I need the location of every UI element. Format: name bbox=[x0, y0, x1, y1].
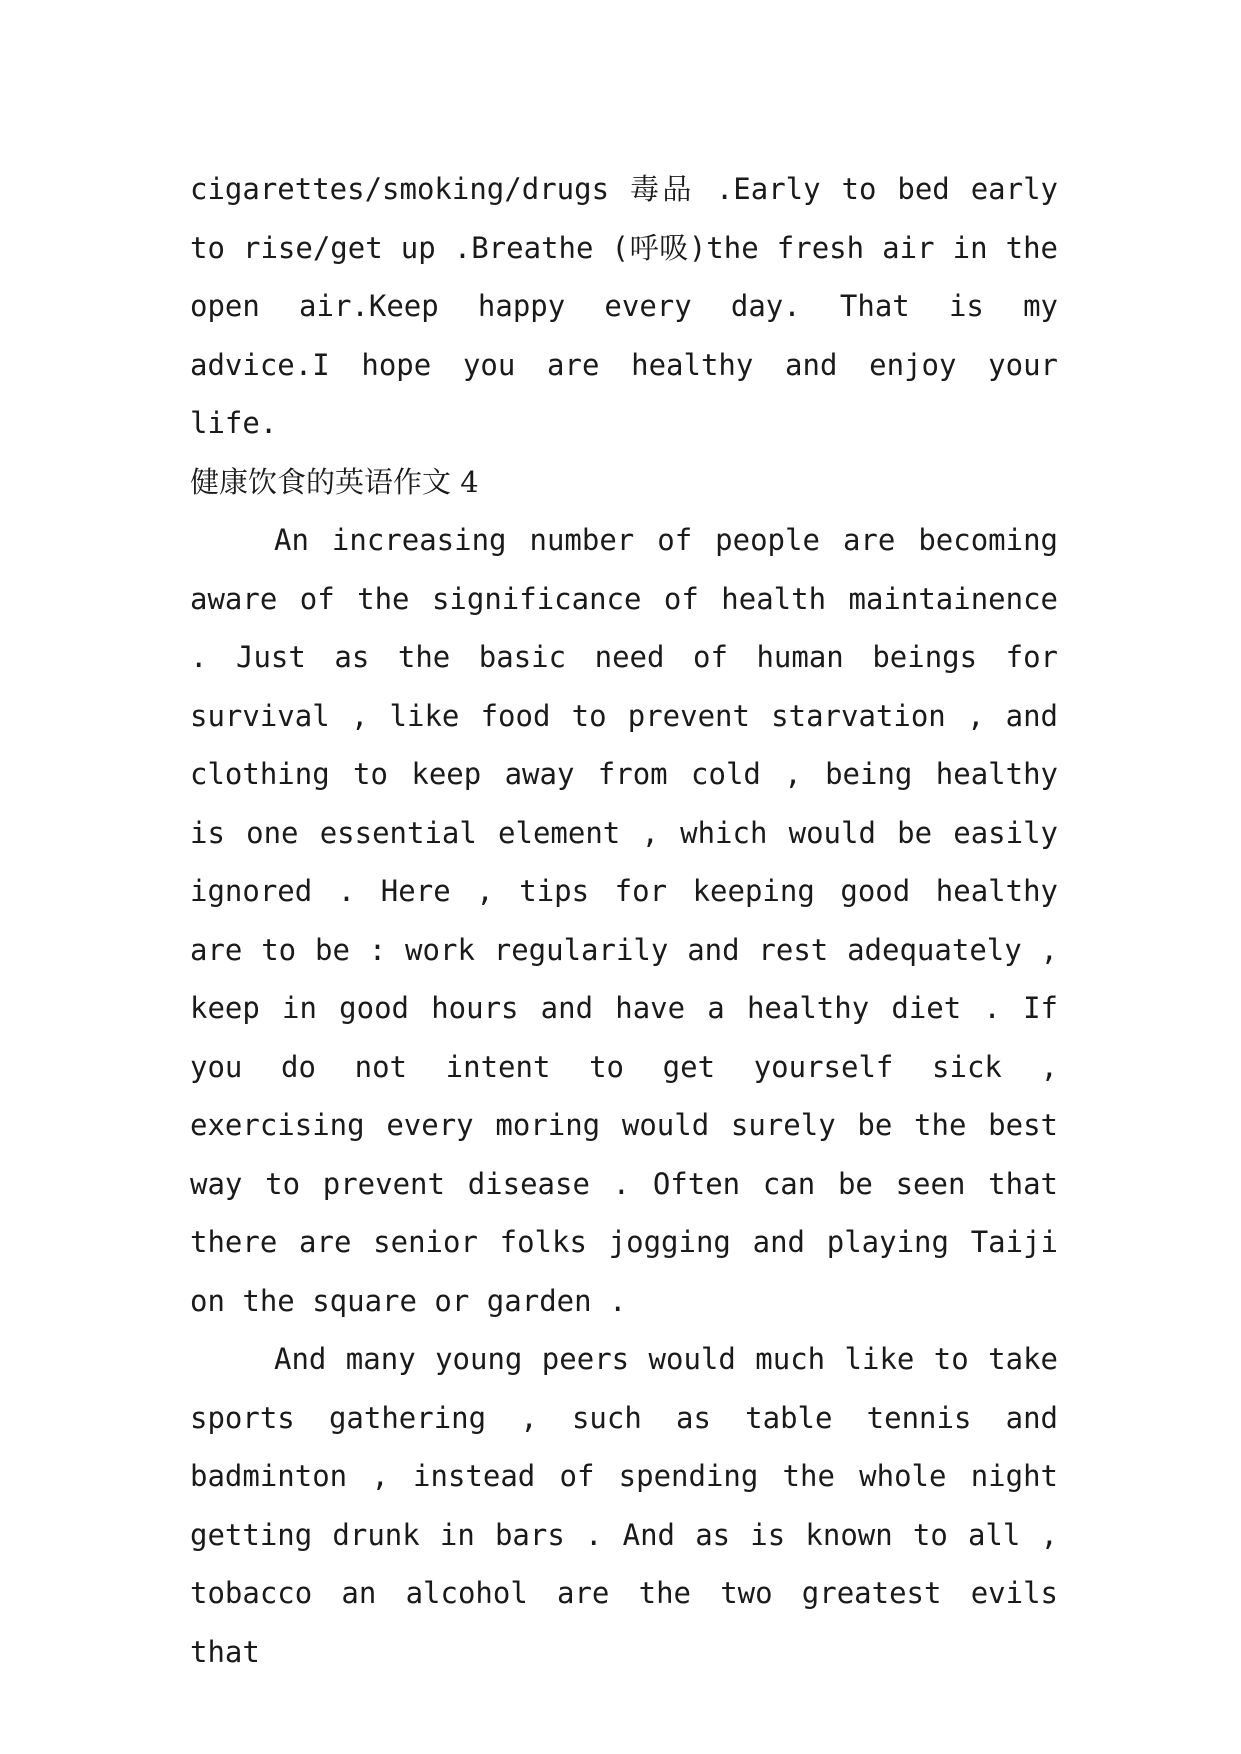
continuation-paragraph: cigarettes/smoking/drugs 毒品 .Early to bed early to rise/get up .Breathe (呼吸)the fresh air in the open air.Keep happy every day. That is my advice.I hope you are healthy and enjoy your life. bbox=[190, 172, 1058, 440]
section-heading: 健康饮食的英语作文 4 bbox=[190, 464, 479, 499]
essay-paragraph-1: An increasing number of people are becoming aware of the significance of health maintainence . Just as the basic need of human beings for survival , like food to prevent starvation , and clothing to keep away from cold , being healthy is one essential element , which would be easily ignored . Here , tips for keeping good healthy are to be : work regularily and rest adequately , keep in good hours and have a healthy diet . If you do not intent to get yourself sick , exercising every moring would surely be the best way to prevent disease . Often can be seen that there are senior folks jogging and playing Taiji on the square or garden . bbox=[190, 523, 1058, 1318]
essay-paragraph-2: And many young peers would much like to take sports gathering , such as table tennis and badminton , instead of spending the whole night getting drunk in bars . And as is known to all , tobacco an alcohol are the two greatest evils that bbox=[190, 1342, 1058, 1669]
document-body bbox=[190, 160, 1058, 1681]
